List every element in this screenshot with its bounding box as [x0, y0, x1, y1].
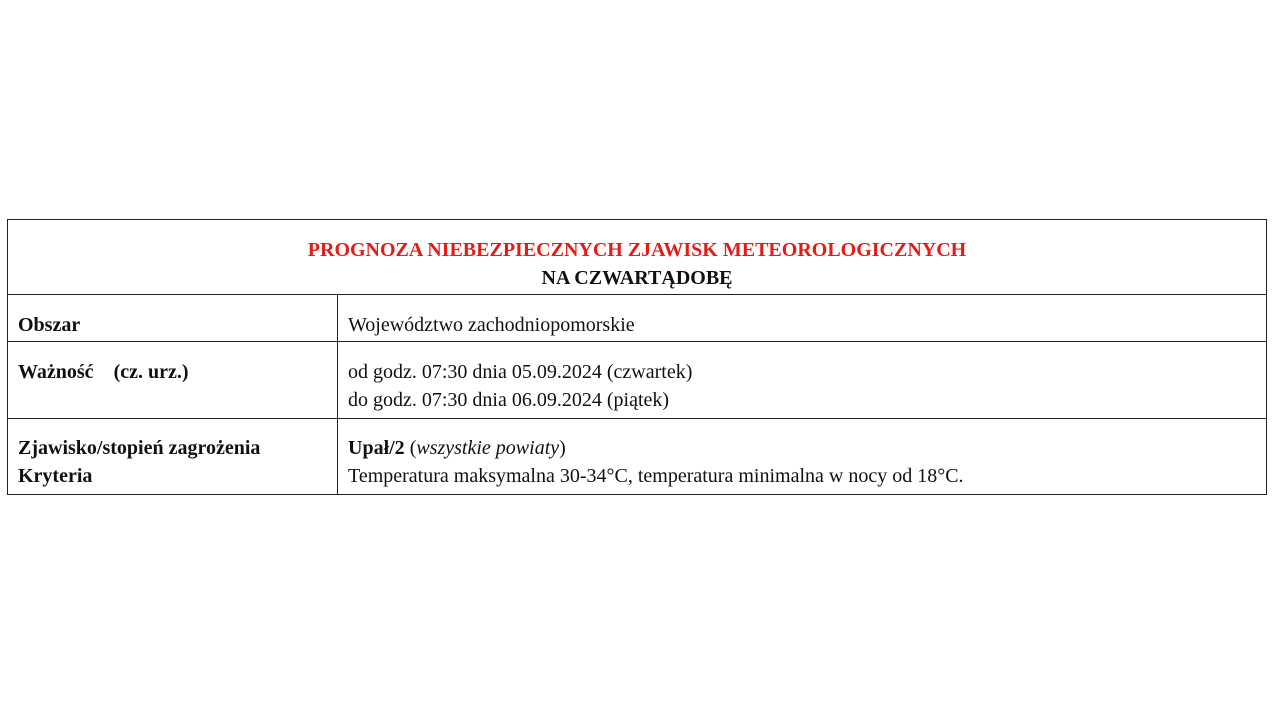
criteria-label: Kryteria — [18, 465, 93, 487]
phenomenon-scope: wszystkie powiaty — [416, 437, 560, 459]
validity-to: do godz. 07:30 dnia 06.09.2024 (piątek) — [348, 389, 670, 411]
area-label-cell — [8, 295, 338, 342]
title-cell — [8, 220, 1267, 295]
phenomenon-name: Upał/2 — [348, 437, 405, 459]
phenomenon-scope-open: ( — [409, 437, 417, 459]
area-label: Obszar — [18, 314, 81, 336]
document-title: PROGNOZA NIEBEZPIECZNYCH ZJAWISK METEOROLOGICZNYCH — [307, 239, 967, 261]
area-value: Województwo zachodniopomorskie — [348, 314, 635, 336]
phenomenon-label-cell — [8, 419, 338, 495]
table-row-area — [8, 295, 1267, 342]
validity-value-cell — [338, 342, 1267, 419]
title-row — [8, 220, 1267, 295]
document-subtitle: NA CZWARTĄDOBĘ — [541, 267, 733, 289]
phenomenon-scope-close: ) — [559, 437, 566, 459]
validity-label-cell — [8, 342, 338, 419]
area-value-cell — [338, 295, 1267, 342]
phenomenon-label: Zjawisko/stopień zagrożenia — [18, 437, 261, 459]
phenomenon-value-line — [348, 434, 1256, 462]
criteria-value: Temperatura maksymalna 30-34°C, temperatura minimalna w nocy od 18°C. — [348, 465, 964, 487]
validity-label: Ważność — [18, 361, 94, 383]
warning-table — [7, 219, 1267, 495]
table-row-phenomenon — [8, 419, 1267, 495]
phenomenon-value-cell — [338, 419, 1267, 495]
validity-label-note: (cz. urz.) — [113, 361, 189, 383]
validity-from: od godz. 07:30 dnia 05.09.2024 (czwartek) — [348, 361, 693, 383]
table-row-validity — [8, 342, 1267, 419]
